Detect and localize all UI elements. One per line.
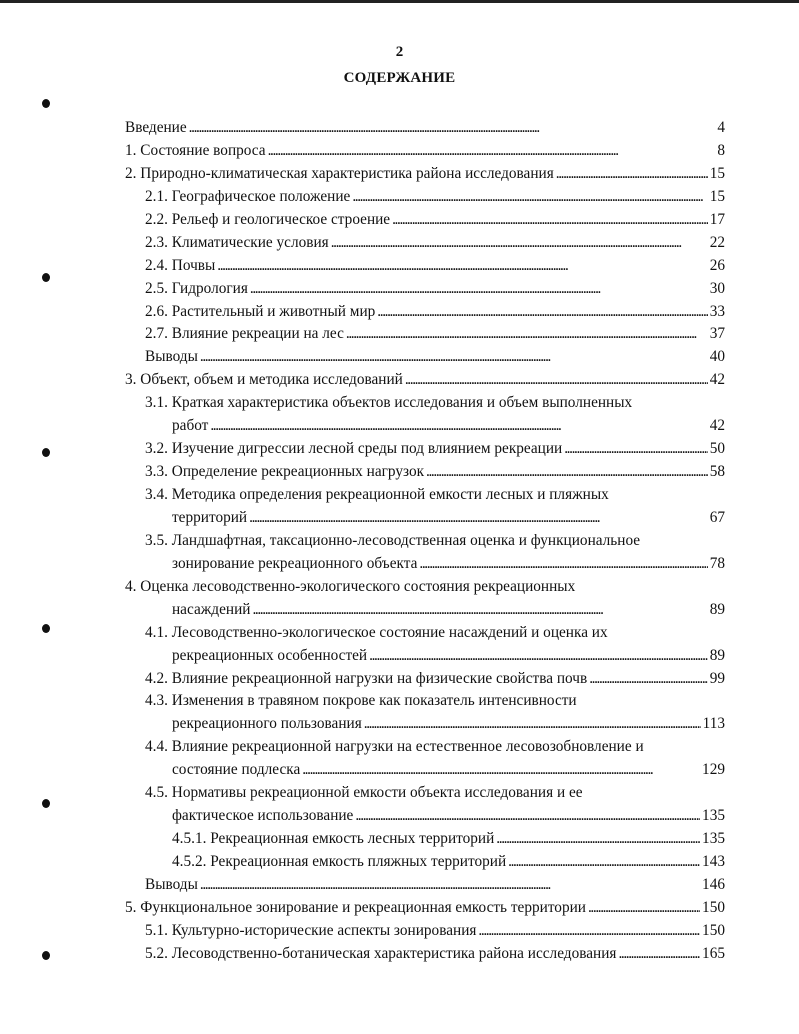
toc-entry-title: 3.4. Методика определения рекреационной емкости лесных и пляжных: [145, 486, 609, 503]
toc-line: [125, 278, 725, 301]
toc-line: [125, 805, 725, 828]
toc-entry: [125, 461, 725, 484]
dot-leader: [405, 369, 708, 392]
toc-entry: [125, 530, 725, 576]
toc-entry-page: 99: [709, 669, 725, 687]
toc-line: [125, 209, 725, 232]
dot-leader: [564, 438, 707, 461]
dot-leader: [249, 507, 708, 530]
toc-entry: [125, 346, 725, 369]
toc-line: [125, 117, 725, 140]
scan-top-border: [0, 0, 799, 3]
toc-entry-page: 143: [702, 853, 725, 870]
dot-leader: [392, 209, 708, 232]
toc-entry-title: насаждений: [172, 600, 251, 618]
dot-leader: [200, 874, 700, 897]
dot-leader: [589, 668, 708, 691]
toc-line: [125, 484, 725, 507]
toc-entry-title: 2. Природно-климатическая характеристика района исследования: [125, 164, 554, 182]
punch-hole-mark: [42, 951, 50, 960]
toc-entry: [125, 897, 725, 920]
dot-leader: [508, 851, 700, 874]
toc-entry-page: 4: [717, 119, 725, 136]
toc-entry-page: 42: [709, 417, 725, 435]
dot-leader: [588, 897, 700, 920]
toc-entry-page: 129: [702, 761, 725, 779]
toc-line: [125, 851, 725, 874]
toc-line: [125, 415, 725, 438]
toc-entry-page: 78: [709, 554, 725, 572]
toc-entry-title: 1. Состояние вопроса: [125, 141, 266, 159]
dot-leader: [355, 805, 700, 828]
toc-line: [125, 507, 725, 530]
toc-entry-title: 2.5. Гидрология: [145, 279, 248, 297]
dot-leader: [377, 301, 707, 324]
toc-entry-page: 150: [702, 898, 725, 916]
toc-entry-page: 146: [702, 875, 725, 893]
toc-entry-title: 2.1. Географическое положение: [145, 187, 351, 205]
toc-line: [125, 920, 725, 943]
toc-entry-title: 4.5. Нормативы рекреационной емкости объекта исследования и ее: [145, 784, 583, 802]
toc-line: [125, 392, 725, 415]
toc-entry-title: 2.7. Влияние рекреации на лес: [145, 325, 344, 343]
toc-entry-page: 89: [709, 646, 725, 664]
dot-leader: [252, 599, 707, 622]
dot-leader: [352, 186, 707, 209]
toc-entry-title: 4.2. Влияние рекреационной нагрузки на физические свойства почв: [145, 669, 588, 687]
dot-leader: [250, 278, 708, 301]
toc-entry: [125, 668, 725, 691]
toc-entry: [125, 484, 725, 530]
punch-hole-mark: [42, 273, 50, 282]
toc-entry-title: 3.3. Определение рекреационных нагрузок: [145, 463, 425, 481]
dot-leader: [419, 553, 707, 576]
dot-leader: [496, 828, 700, 851]
toc-entry-page: 67: [709, 508, 725, 526]
punch-hole-mark: [42, 448, 50, 457]
toc-entry-title: Введение: [125, 119, 187, 136]
toc-entry: [125, 782, 725, 828]
toc-line: [125, 576, 725, 599]
toc-entry-title: Выводы: [145, 875, 198, 893]
toc-entry-page: 22: [709, 233, 725, 251]
toc-entry-title: 4.5.2. Рекреационная емкость пляжных территорий: [172, 853, 507, 870]
toc-entry-page: 113: [702, 715, 725, 733]
toc-entry-title: зонирование рекреационного объекта: [172, 554, 418, 572]
toc-entry-title: 4.1. Лесоводственно-экологическое состояние насаждений и оценка их: [145, 623, 608, 641]
toc-entry: [125, 736, 725, 782]
toc-line: [125, 323, 725, 346]
dot-leader: [426, 461, 708, 484]
toc-entry-page: 89: [709, 600, 725, 618]
toc-entry-page: 165: [702, 944, 725, 962]
toc-entry: [125, 232, 725, 255]
toc-entry-title: 5.2. Лесоводственно-ботаническая характеристика района исследования: [145, 944, 617, 962]
dot-leader: [364, 713, 701, 736]
toc-line: [125, 943, 725, 966]
toc-entry-page: 30: [709, 279, 725, 297]
table-of-contents: [125, 117, 725, 966]
dot-leader: [217, 255, 707, 278]
toc-entry-title: работ: [172, 417, 209, 435]
toc-line: [125, 599, 725, 622]
page-number: 2: [395, 44, 404, 60]
toc-entry-title: рекреационных особенностей: [172, 646, 368, 664]
toc-entry: [125, 690, 725, 736]
toc-line: [125, 461, 725, 484]
toc-entry: [125, 828, 725, 851]
toc-entry: [125, 874, 725, 897]
toc-line: [125, 140, 725, 163]
toc-entry-page: 135: [702, 830, 725, 848]
toc-entry: [125, 943, 725, 966]
toc-entry-page: 37: [709, 325, 725, 343]
toc-entry-page: 15: [709, 164, 725, 182]
toc-entry: [125, 622, 725, 668]
toc-line: [125, 668, 725, 691]
toc-line: [125, 346, 725, 369]
toc-entry: [125, 851, 725, 874]
toc-entry-title: рекреационного пользования: [172, 715, 362, 733]
toc-line: [125, 438, 725, 461]
dot-leader: [618, 943, 700, 966]
toc-entry-title: 4. Оценка лесоводственно-экологического состояния рекреационных: [125, 577, 576, 595]
toc-line: [125, 301, 725, 324]
toc-entry-title: 3.1. Краткая характеристика объектов исследования и объем выполненных: [145, 394, 633, 412]
toc-entry: [125, 920, 725, 943]
toc-entry: [125, 209, 725, 232]
toc-entry-title: 2.4. Почвы: [145, 256, 216, 274]
toc-entry-title: 3.5. Ландшафтная, таксационно-лесоводственная оценка и функциональное: [145, 531, 641, 549]
toc-entry-title: 2.6. Растительный и животный мир: [145, 302, 376, 320]
toc-entry: [125, 186, 725, 209]
toc-line: [125, 874, 725, 897]
toc-entry-page: 8: [717, 141, 725, 159]
toc-line: [125, 369, 725, 392]
toc-line: [125, 897, 725, 920]
dot-leader: [189, 117, 716, 140]
dot-leader: [478, 920, 700, 943]
toc-entry-title: 4.4. Влияние рекреационной нагрузки на естественное лесовозобновление и: [145, 738, 644, 756]
toc-entry-page: 135: [702, 807, 725, 825]
toc-entry-page: 26: [709, 256, 725, 274]
toc-entry: [125, 576, 725, 622]
toc-entry-page: 50: [709, 440, 725, 458]
toc-entry-page: 33: [709, 302, 725, 320]
toc-line: [125, 232, 725, 255]
toc-entry: [125, 255, 725, 278]
toc-entry-page: 15: [709, 187, 725, 205]
dot-leader: [210, 415, 707, 438]
toc-entry: [125, 140, 725, 163]
punch-hole-mark: [42, 99, 50, 108]
page-title: СОДЕРЖАНИЕ: [343, 70, 456, 86]
toc-entry: [125, 117, 725, 140]
toc-line: [125, 782, 725, 805]
toc-entry-title: территорий: [172, 508, 248, 526]
toc-line: [125, 713, 725, 736]
toc-line: [125, 759, 725, 782]
toc-entry-title: состояние подлеска: [172, 761, 301, 779]
toc-line: [125, 163, 725, 186]
toc-entry-title: 2.2. Рельеф и геологическое строение: [145, 210, 391, 228]
toc-entry-page: 42: [709, 371, 725, 389]
toc-entry: [125, 323, 725, 346]
toc-entry-title: 3.2. Изучение дигрессии лесной среды под влиянием рекреации: [145, 440, 563, 458]
toc-line: [125, 645, 725, 668]
dot-leader: [268, 140, 716, 163]
toc-line: [125, 622, 725, 645]
toc-line: [125, 828, 725, 851]
toc-line: [125, 690, 725, 713]
toc-entry: [125, 163, 725, 186]
toc-line: [125, 255, 725, 278]
toc-entry-page: 40: [709, 348, 725, 366]
toc-entry-page: 58: [709, 463, 725, 481]
toc-line: [125, 530, 725, 553]
toc-entry-title: фактическое использование: [172, 807, 354, 825]
toc-entry-title: 5.1. Культурно-исторические аспекты зонирования: [145, 921, 477, 939]
dot-leader: [369, 645, 708, 668]
toc-entry-page: 17: [709, 210, 725, 228]
dot-leader: [556, 163, 708, 186]
toc-entry: [125, 278, 725, 301]
toc-entry-page: 150: [702, 921, 725, 939]
toc-entry-title: 2.3. Климатические условия: [145, 233, 329, 251]
dot-leader: [200, 346, 708, 369]
toc-entry-title: 3. Объект, объем и методика исследований: [125, 371, 403, 389]
toc-entry: [125, 438, 725, 461]
punch-hole-mark: [42, 624, 50, 633]
toc-entry-title: 5. Функциональное зонирование и рекреационная емкость территории: [125, 898, 586, 916]
punch-hole-mark: [42, 799, 50, 808]
toc-entry-title: Выводы: [145, 348, 198, 366]
dot-leader: [331, 232, 708, 255]
toc-entry: [125, 301, 725, 324]
dot-leader: [346, 323, 708, 346]
toc-entry: [125, 392, 725, 438]
toc-line: [125, 736, 725, 759]
toc-entry-title: 4.3. Изменения в травяном покрове как показатель интенсивности: [145, 692, 577, 710]
dot-leader: [302, 759, 700, 782]
toc-line: [125, 186, 725, 209]
toc-entry: [125, 369, 725, 392]
toc-line: [125, 553, 725, 576]
toc-entry-title: 4.5.1. Рекреационная емкость лесных территорий: [172, 830, 495, 848]
